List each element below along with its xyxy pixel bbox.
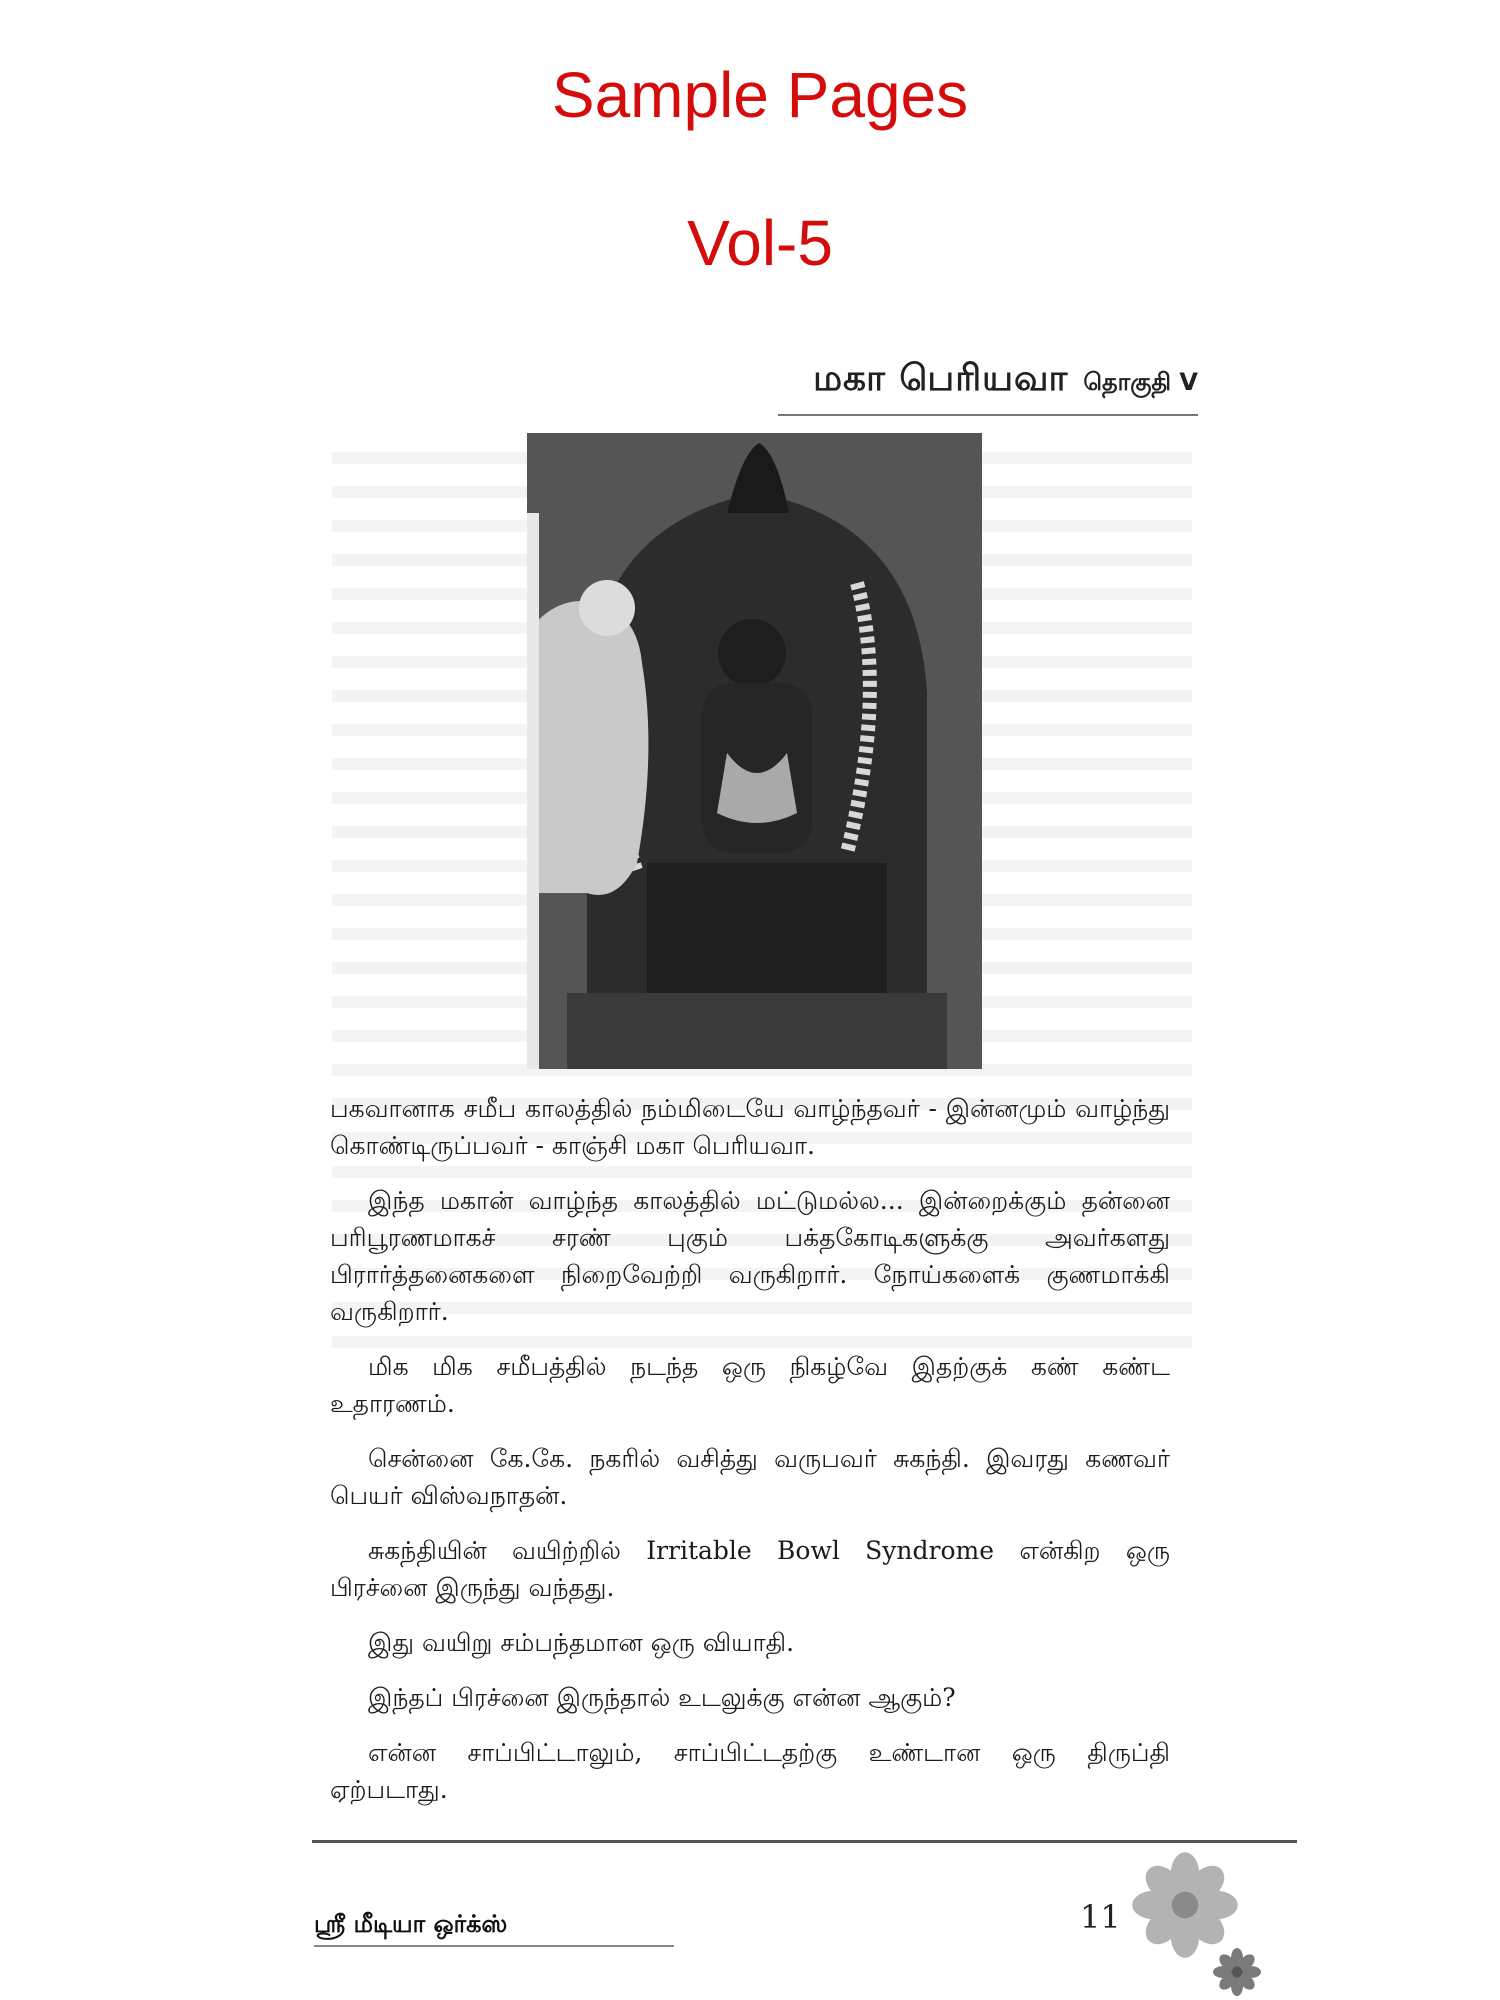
flower-decoration-icon	[1130, 1850, 1240, 1960]
volume-label: தொகுதி V	[1083, 368, 1198, 396]
paragraph: இது வயிறு சம்பந்தமான ஒரு வியாதி.	[368, 1628, 795, 1657]
paragraph: இந்த மகான் வாழ்ந்த காலத்தில் மட்டுமல்ல... இன்றைக்கும் தன்னை பரிபூரணமாகச் சரண் புகும் பக்தகோடிகளுக்கு அவர்களது பிரார்த்தனைகளை நிறைவேற்றி வருகிறார். நோய்களைக் குணமாக்கி வருகிறார்.	[330, 1186, 1170, 1326]
page-header	[778, 358, 1198, 416]
paragraph: பகவானாக சமீப காலத்தில் நம்மிடையே வாழ்ந்தவர் - இன்னமும் வாழ்ந்து கொண்டிருப்பவர் - காஞ்சி மகா பெரியவா.	[330, 1094, 1170, 1160]
paragraph: சென்னை கே.கே. நகரில் வசித்து வருபவர் சுகந்தி. இவரது கணவர் பெயர் விஸ்வநாதன்.	[330, 1444, 1170, 1510]
footer-divider	[312, 1840, 1297, 1843]
statue-illustration	[527, 433, 982, 1069]
banner-title: Sample Pages	[551, 59, 969, 131]
page-number: 11	[1080, 1898, 1121, 1936]
paragraph: சுகந்தியின் வயிற்றில் Irritable Bowl Syndrome என்கிற ஒரு பிரச்னை இருந்து வந்தது.	[330, 1536, 1170, 1602]
paragraph: என்ன சாப்பிட்டாலும், சாப்பிட்டதற்கு உண்டான ஒரு திருப்தி ஏற்படாது.	[330, 1738, 1170, 1804]
publisher-underline	[314, 1945, 674, 1947]
paragraph: இந்தப் பிரச்னை இருந்தால் உடலுக்கு என்ன ஆகும்?	[368, 1683, 956, 1712]
deity-statue-photo	[527, 433, 982, 1069]
small-flower-decoration-icon	[1212, 1947, 1262, 1997]
book-page	[300, 330, 1330, 2000]
book-title: மகா பெரியவா	[813, 358, 1069, 399]
banner-volume: Vol-5	[687, 207, 833, 279]
publisher-name: ஸ்ரீ மீடியா ஒர்க்ஸ்	[314, 1910, 508, 1938]
paragraph: மிக மிக சமீபத்தில் நடந்த ஒரு நிகழ்வே இதற்குக் கண் கண்ட உதாரணம்.	[330, 1352, 1170, 1418]
article-text	[330, 1090, 1170, 1826]
